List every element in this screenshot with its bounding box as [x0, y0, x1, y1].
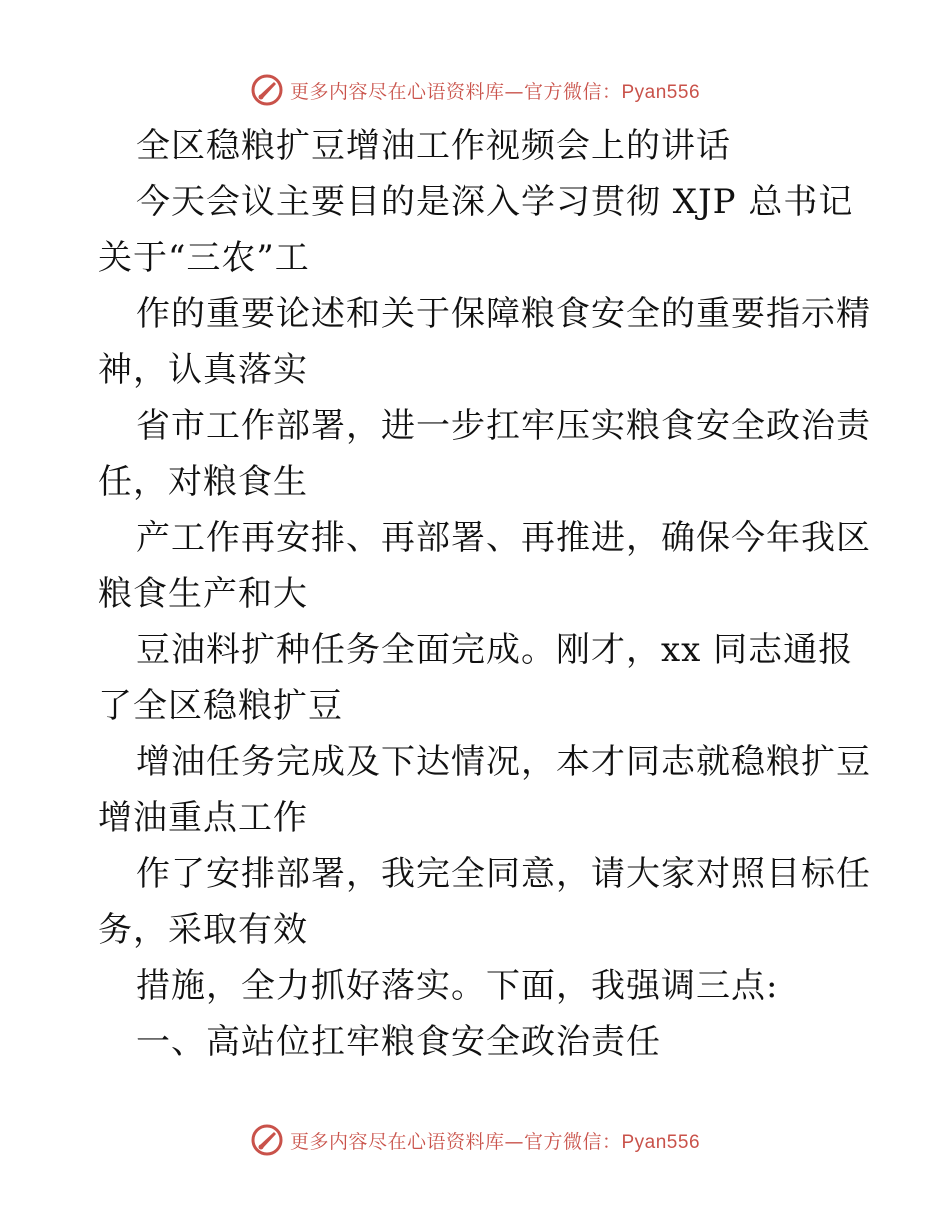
paragraph-line: 任，对粮食生: [98, 462, 308, 502]
paragraph-line: 粮食生产和大: [98, 574, 308, 614]
watermark-text: 更多内容尽在心语资料库—官方微信：Pyan556: [289, 1130, 701, 1153]
section-heading: 一、高站位扛牢粮食安全政治责任: [136, 1022, 661, 1062]
paragraph-line: 神，认真落实: [98, 350, 308, 390]
paragraph-line: 产工作再安排、再部署、再推进，确保今年我区: [136, 518, 871, 558]
paragraph-line: 增油任务完成及下达情况，本才同志就稳粮扩豆: [136, 742, 871, 782]
document-title: 全区稳粮扩豆增油工作视频会上的讲话: [136, 126, 731, 166]
paragraph-line: 务，采取有效: [98, 910, 308, 950]
paragraph-line: 了全区稳粮扩豆: [98, 686, 343, 726]
paragraph-line: 增油重点工作: [98, 798, 308, 838]
header-watermark: [0, 70, 950, 110]
document-body: [98, 118, 871, 1070]
brand-logo-icon: [250, 1123, 284, 1157]
paragraph-line: 豆油料扩种任务全面完成。刚才，xx 同志通报: [136, 630, 854, 670]
paragraph-line: 作了安排部署，我完全同意，请大家对照目标任: [136, 854, 871, 894]
paragraph-line: 今天会议主要目的是深入学习贯彻 XJP 总书记: [136, 182, 854, 222]
paragraph-line: 关于“三农”工: [98, 238, 310, 278]
paragraph-line: 作的重要论述和关于保障粮食安全的重要指示精: [136, 294, 871, 334]
watermark-text: 更多内容尽在心语资料库—官方微信：Pyan556: [289, 80, 701, 103]
paragraph-line: 措施，全力抓好落实。下面，我强调三点:: [136, 966, 779, 1006]
footer-watermark: [0, 1120, 950, 1160]
paragraph-line: 省市工作部署，进一步扛牢压实粮食安全政治责: [136, 406, 871, 446]
brand-logo-icon: [250, 73, 284, 107]
